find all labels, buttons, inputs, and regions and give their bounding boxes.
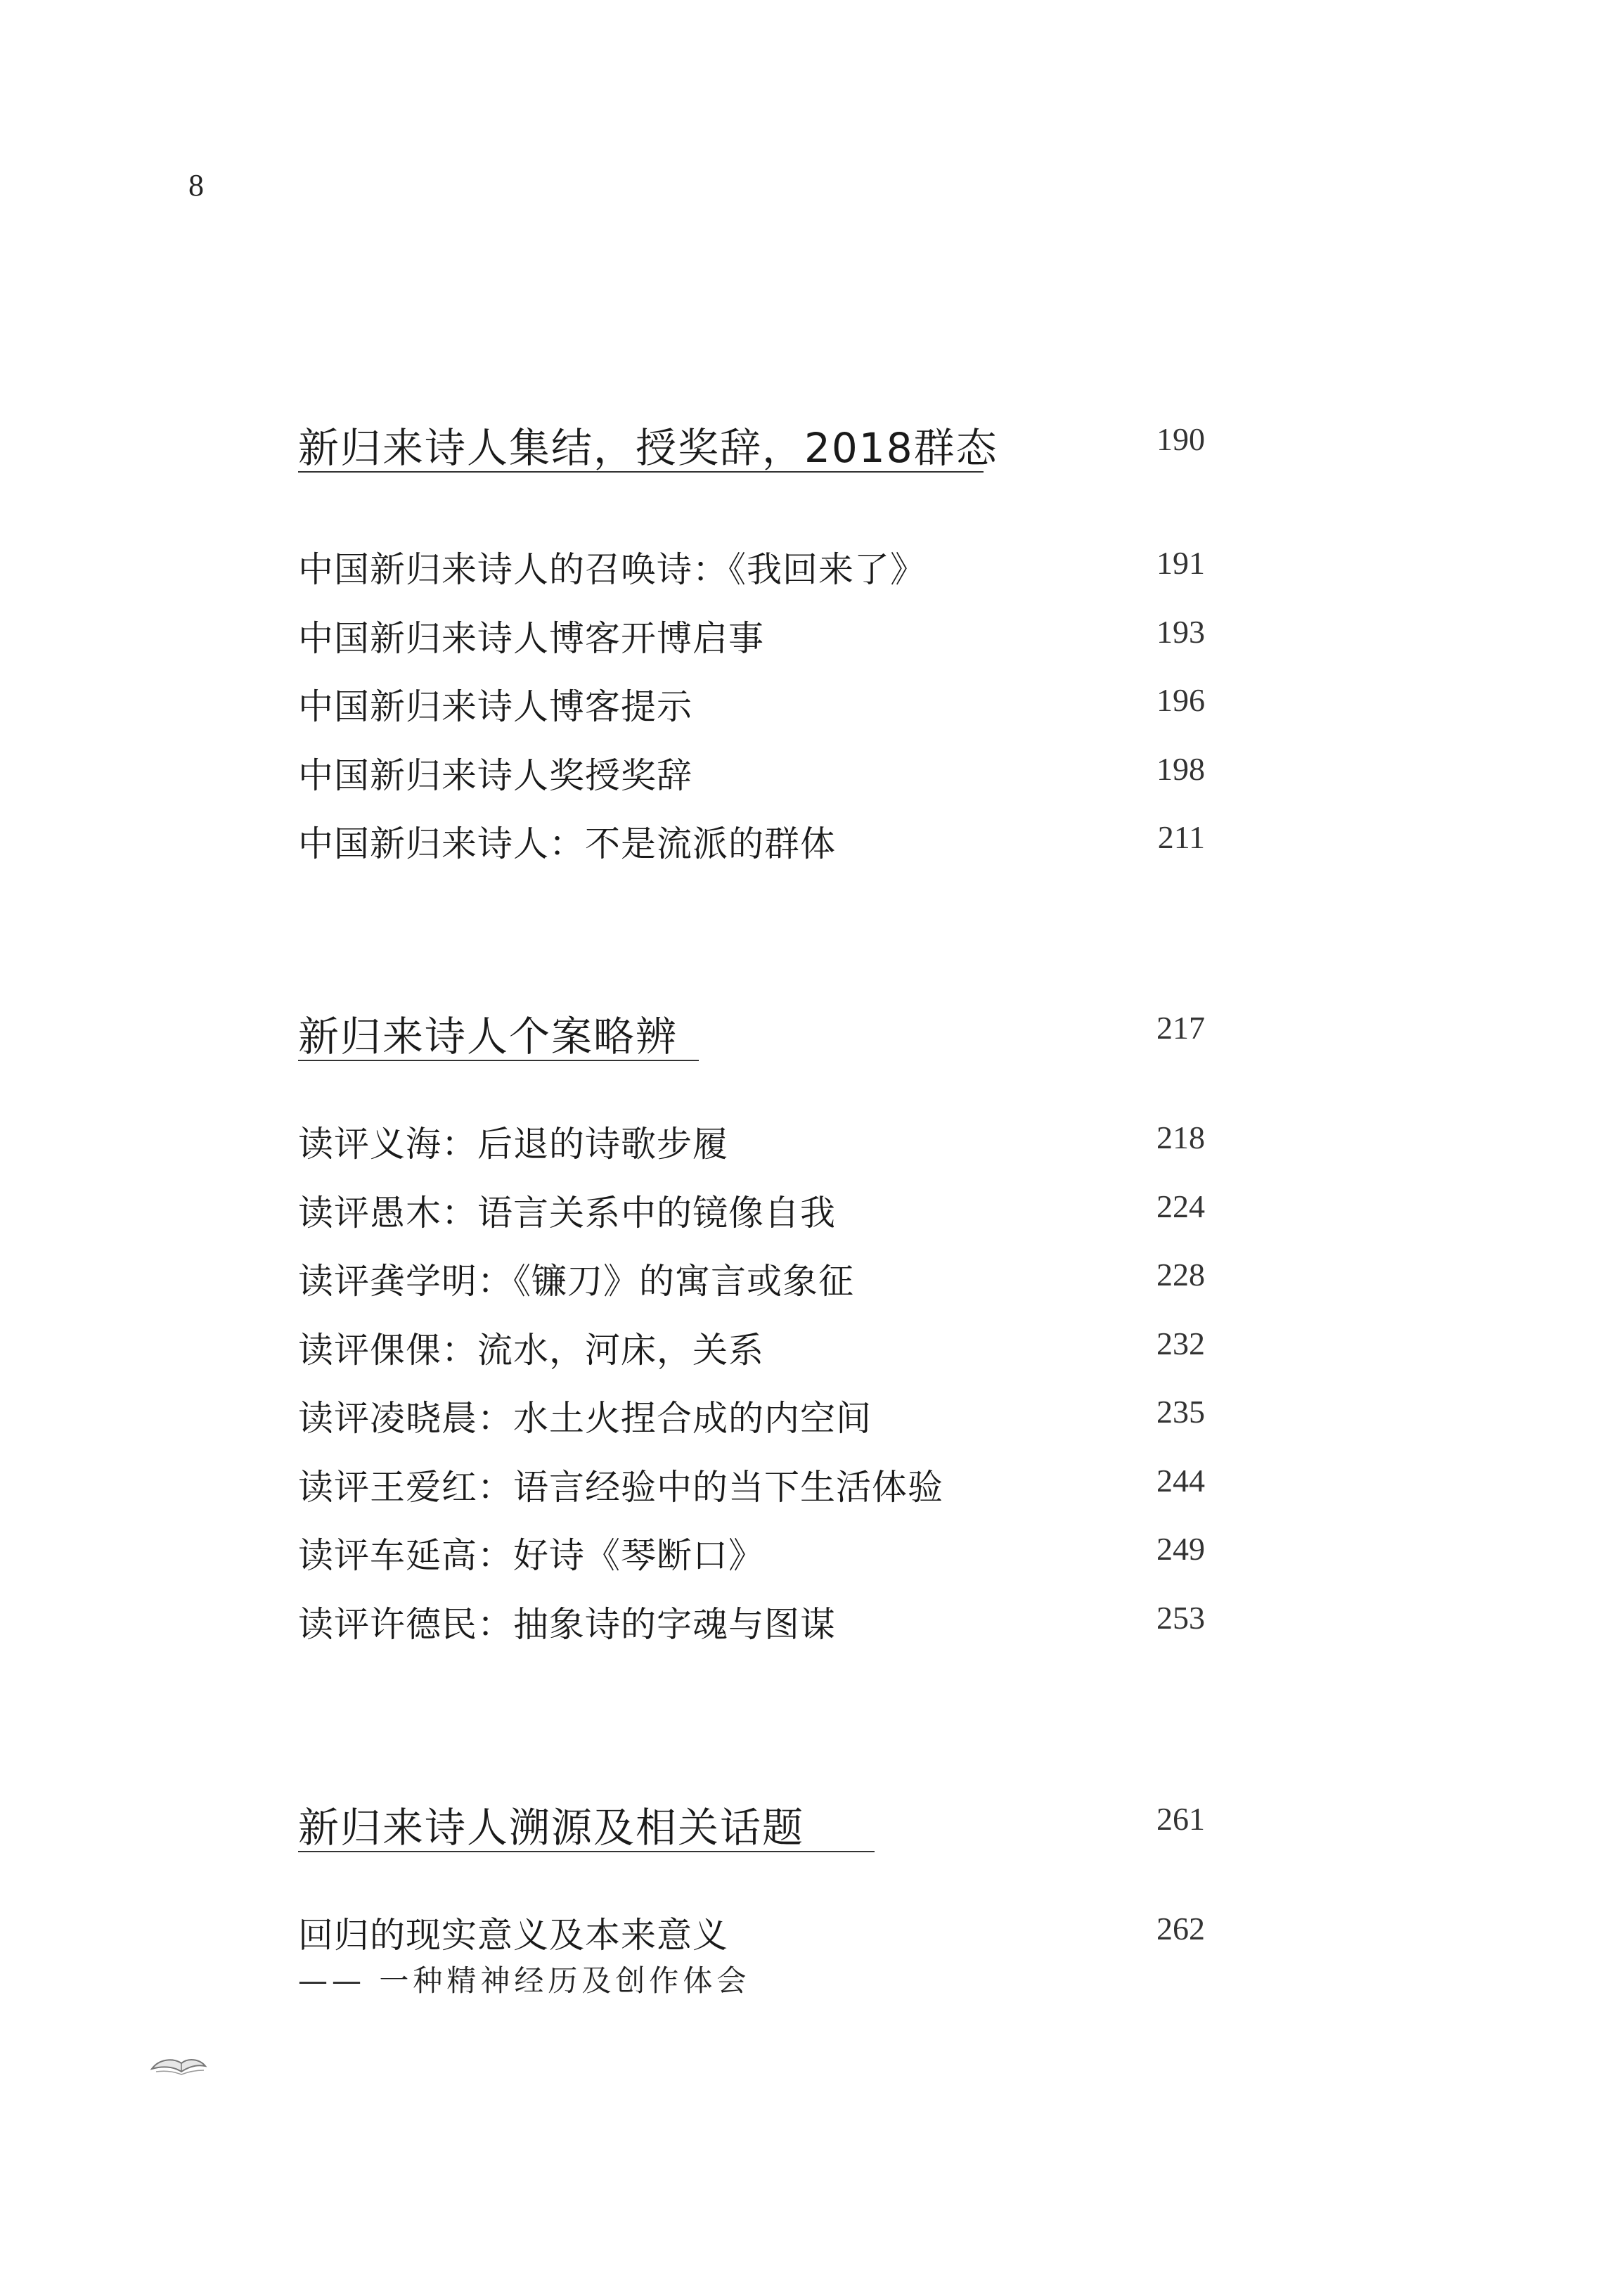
entry-title: 读评凌晓晨：水土火捏合成的内空间 (298, 1398, 872, 1439)
entry-page-number: 235 (1156, 1394, 1205, 1430)
entry-title: 回归的现实意义及本来意义 (298, 1915, 728, 1956)
section-page-number: 190 (1156, 421, 1205, 457)
toc-entry[interactable] (298, 1527, 1205, 1596)
entry-title: 读评许德民：抽象诗的字魂与图谋 (298, 1603, 836, 1645)
section-header (298, 1795, 1205, 1854)
book-ornament-icon (149, 2051, 208, 2079)
toc-entry[interactable] (298, 1116, 1205, 1185)
section-header (298, 1003, 1205, 1063)
entry-title: 中国新归来诗人博客开博启事 (298, 617, 764, 659)
entry-page-number: 218 (1156, 1120, 1205, 1155)
toc-entry[interactable] (298, 679, 1205, 748)
page-number: 8 (188, 168, 204, 203)
entry-title: 中国新归来诗人奖授奖辞 (298, 755, 692, 796)
entry-title: 读评愚木：语言关系中的镜像自我 (298, 1192, 836, 1233)
toc-entry[interactable] (298, 1253, 1205, 1322)
entry-title: 读评王爱红：语言经验中的当下生活体验 (298, 1466, 943, 1508)
entry-page-number: 211 (1157, 819, 1205, 855)
toc-entry[interactable] (298, 541, 1205, 610)
entry-page-number: 224 (1156, 1188, 1205, 1224)
toc-entry[interactable] (298, 816, 1205, 885)
toc-section (298, 1003, 1205, 1665)
toc-entry[interactable] (298, 1596, 1205, 1665)
entry-subtitle: —— 一种精神经历及创作体会 (298, 1963, 751, 1998)
entry-title: 读评倮倮：流水，河床，关系 (298, 1329, 764, 1371)
section-entries (298, 1116, 1205, 1665)
entry-title: 读评龚学明：《镰刀》的寓言或象征 (298, 1261, 854, 1302)
toc-entry[interactable] (298, 1907, 1205, 2006)
entry-page-number: 191 (1156, 545, 1205, 581)
entry-title: 读评义海：后退的诗歌步履 (298, 1124, 728, 1165)
entry-page-number: 193 (1156, 613, 1205, 650)
toc-section (298, 415, 1205, 885)
entry-page-number: 249 (1156, 1531, 1205, 1567)
toc-entry[interactable] (298, 748, 1205, 816)
toc-entry[interactable] (298, 1390, 1205, 1459)
entry-page-number: 253 (1156, 1599, 1205, 1636)
entry-title: 中国新归来诗人：不是流派的群体 (298, 823, 836, 864)
toc-entry[interactable] (298, 1459, 1205, 1528)
section-title: 新归来诗人集结，授奖辞，2018群态 (298, 424, 998, 472)
section-page-number: 261 (1156, 1801, 1205, 1837)
section-entries (298, 1907, 1205, 2006)
section-underline (298, 471, 984, 473)
entry-title: 中国新归来诗人博客提示 (298, 686, 692, 727)
entry-page-number: 262 (1156, 1911, 1205, 1947)
section-title: 新归来诗人溯源及相关话题 (298, 1804, 805, 1852)
toc-section (298, 1795, 1205, 2006)
toc-entry[interactable] (298, 1322, 1205, 1391)
entry-page-number: 228 (1156, 1257, 1205, 1293)
toc-entry[interactable] (298, 610, 1205, 679)
entry-page-number: 198 (1156, 750, 1205, 787)
section-page-number: 217 (1156, 1010, 1205, 1046)
section-title: 新归来诗人个案略辨 (298, 1013, 678, 1060)
entry-page-number: 244 (1156, 1462, 1205, 1499)
entry-page-number: 232 (1156, 1325, 1205, 1361)
entry-page-number: 196 (1156, 682, 1205, 718)
section-underline (298, 1851, 875, 1852)
entry-title: 读评车延高：好诗《琴断口》 (298, 1535, 764, 1576)
section-underline (298, 1060, 699, 1061)
section-entries (298, 541, 1205, 885)
entry-title: 中国新归来诗人的召唤诗：《我回来了》 (298, 549, 926, 590)
section-header (298, 415, 1205, 474)
toc-entry[interactable] (298, 1185, 1205, 1254)
